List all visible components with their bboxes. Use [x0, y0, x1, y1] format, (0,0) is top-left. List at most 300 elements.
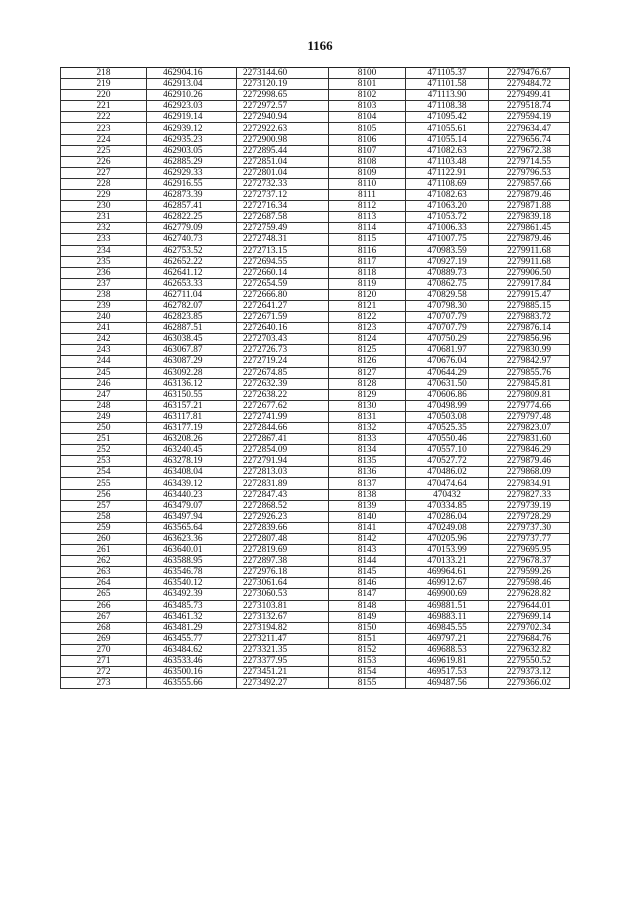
table-cell-point-number: 241: [61, 323, 147, 334]
table-cell-x-coordinate: 463640.01: [147, 545, 237, 556]
table-row: [61, 345, 570, 356]
table-cell-y-coordinate: 2279774.66: [489, 400, 570, 411]
table-row: [61, 478, 570, 489]
table-cell-point-number: 8155: [329, 678, 406, 689]
table-cell-x-coordinate: 470606.86: [406, 389, 489, 400]
table-cell-y-coordinate: 2273451.21: [237, 667, 329, 678]
table-cell-point-number: 8144: [329, 556, 406, 567]
table-cell-point-number: 236: [61, 267, 147, 278]
table-cell-y-coordinate: 2279628.82: [489, 589, 570, 600]
table-row: [61, 667, 570, 678]
table-cell-y-coordinate: 2272741.99: [237, 411, 329, 422]
table-cell-y-coordinate: 2279366.02: [489, 678, 570, 689]
table-cell-point-number: 219: [61, 79, 147, 90]
table-cell-x-coordinate: 462652.22: [147, 256, 237, 267]
table-cell-point-number: 8121: [329, 300, 406, 311]
table-cell-y-coordinate: 2279796.53: [489, 167, 570, 178]
table-row: [61, 567, 570, 578]
table-row: [61, 367, 570, 378]
table-cell-x-coordinate: 463117.81: [147, 411, 237, 422]
table-cell-x-coordinate: 463440.23: [147, 489, 237, 500]
table-cell-x-coordinate: 462904.16: [147, 68, 237, 79]
table-cell-point-number: 263: [61, 567, 147, 578]
table-cell-x-coordinate: 462653.33: [147, 278, 237, 289]
table-cell-x-coordinate: 462887.51: [147, 323, 237, 334]
table-cell-y-coordinate: 2272654.59: [237, 278, 329, 289]
table-row: [61, 223, 570, 234]
table-cell-point-number: 8116: [329, 245, 406, 256]
table-row: [61, 256, 570, 267]
table-cell-point-number: 8132: [329, 423, 406, 434]
table-cell-x-coordinate: 463278.19: [147, 456, 237, 467]
table-cell-y-coordinate: 2279550.52: [489, 655, 570, 666]
table-cell-y-coordinate: 2272748.31: [237, 234, 329, 245]
table-cell-y-coordinate: 2279594.19: [489, 112, 570, 123]
table-cell-point-number: 264: [61, 578, 147, 589]
table-cell-y-coordinate: 2272922.63: [237, 123, 329, 134]
table-cell-y-coordinate: 2272638.22: [237, 389, 329, 400]
table-row: [61, 456, 570, 467]
table-cell-y-coordinate: 2279879.46: [489, 456, 570, 467]
table-cell-x-coordinate: 469883.11: [406, 611, 489, 622]
table-cell-x-coordinate: 470153.99: [406, 545, 489, 556]
table-row: [61, 234, 570, 245]
table-cell-y-coordinate: 2279827.33: [489, 489, 570, 500]
table-cell-x-coordinate: 470498.99: [406, 400, 489, 411]
table-row: [61, 267, 570, 278]
table-row: [61, 68, 570, 79]
table-cell-y-coordinate: 2272813.03: [237, 467, 329, 478]
table-cell-y-coordinate: 2279879.46: [489, 190, 570, 201]
table-cell-y-coordinate: 2279868.09: [489, 467, 570, 478]
table-row: [61, 112, 570, 123]
table-cell-y-coordinate: 2273377.95: [237, 655, 329, 666]
table-cell-y-coordinate: 2279678.37: [489, 556, 570, 567]
table-row: [61, 633, 570, 644]
table-cell-point-number: 222: [61, 112, 147, 123]
table-cell-x-coordinate: 469797.21: [406, 633, 489, 644]
table-cell-point-number: 259: [61, 522, 147, 533]
table-cell-x-coordinate: 463177.19: [147, 423, 237, 434]
table-cell-point-number: 8102: [329, 90, 406, 101]
table-cell-x-coordinate: 471082.63: [406, 190, 489, 201]
table-cell-x-coordinate: 463087.29: [147, 356, 237, 367]
table-cell-y-coordinate: 2272791.94: [237, 456, 329, 467]
table-cell-point-number: 255: [61, 478, 147, 489]
table-row: [61, 178, 570, 189]
table-cell-y-coordinate: 2279885.15: [489, 300, 570, 311]
table-cell-y-coordinate: 2272844.66: [237, 423, 329, 434]
table-cell-point-number: 8117: [329, 256, 406, 267]
table-row: [61, 334, 570, 345]
table-cell-y-coordinate: 2272716.34: [237, 201, 329, 212]
table-cell-point-number: 8134: [329, 445, 406, 456]
table-cell-point-number: 8126: [329, 356, 406, 367]
table-cell-y-coordinate: 2279598.46: [489, 578, 570, 589]
table-row: [61, 556, 570, 567]
table-cell-point-number: 8110: [329, 178, 406, 189]
table-cell-y-coordinate: 2279737.30: [489, 522, 570, 533]
table-cell-x-coordinate: 470889.73: [406, 267, 489, 278]
table-cell-point-number: 8122: [329, 312, 406, 323]
table-cell-point-number: 8137: [329, 478, 406, 489]
table-cell-point-number: 8150: [329, 622, 406, 633]
table-cell-point-number: 252: [61, 445, 147, 456]
table-cell-y-coordinate: 2272666.80: [237, 289, 329, 300]
table-cell-y-coordinate: 2279879.46: [489, 234, 570, 245]
table-cell-x-coordinate: 462873.39: [147, 190, 237, 201]
table-cell-y-coordinate: 2279518.74: [489, 101, 570, 112]
table-cell-x-coordinate: 463092.28: [147, 367, 237, 378]
table-cell-x-coordinate: 462779.09: [147, 223, 237, 234]
table-cell-point-number: 242: [61, 334, 147, 345]
table-row: [61, 511, 570, 522]
table-cell-y-coordinate: 2279656.74: [489, 134, 570, 145]
table-cell-y-coordinate: 2279737.77: [489, 533, 570, 544]
table-cell-point-number: 251: [61, 434, 147, 445]
table-cell-x-coordinate: 470631.50: [406, 378, 489, 389]
table-cell-point-number: 8113: [329, 212, 406, 223]
table-cell-x-coordinate: 470432: [406, 489, 489, 500]
table-row: [61, 312, 570, 323]
table-cell-x-coordinate: 462782.07: [147, 300, 237, 311]
table-cell-point-number: 8145: [329, 567, 406, 578]
table-cell-x-coordinate: 471122.91: [406, 167, 489, 178]
table-cell-x-coordinate: 470644.29: [406, 367, 489, 378]
table-cell-y-coordinate: 2273061.64: [237, 578, 329, 589]
table-cell-point-number: 218: [61, 68, 147, 79]
table-cell-point-number: 265: [61, 589, 147, 600]
table-cell-x-coordinate: 470474.64: [406, 478, 489, 489]
table-cell-point-number: 228: [61, 178, 147, 189]
table-cell-point-number: 258: [61, 511, 147, 522]
table-cell-point-number: 8141: [329, 522, 406, 533]
table-cell-x-coordinate: 463067.87: [147, 345, 237, 356]
table-cell-x-coordinate: 462740.73: [147, 234, 237, 245]
table-row: [61, 533, 570, 544]
table-row: [61, 545, 570, 556]
table-cell-x-coordinate: 463533.46: [147, 655, 237, 666]
page-number: 1166: [307, 38, 333, 53]
table-cell-y-coordinate: 2272677.62: [237, 400, 329, 411]
table-cell-x-coordinate: 470550.46: [406, 434, 489, 445]
table-cell-x-coordinate: 470681.97: [406, 345, 489, 356]
table-cell-y-coordinate: 2272640.16: [237, 323, 329, 334]
table-cell-point-number: 8147: [329, 589, 406, 600]
table-cell-y-coordinate: 2279856.96: [489, 334, 570, 345]
table-row: [61, 600, 570, 611]
table-cell-point-number: 226: [61, 156, 147, 167]
table-cell-x-coordinate: 469964.61: [406, 567, 489, 578]
table-row: [61, 378, 570, 389]
table-cell-point-number: 8118: [329, 267, 406, 278]
table-row: [61, 522, 570, 533]
table-cell-y-coordinate: 2279634.47: [489, 123, 570, 134]
table-cell-point-number: 225: [61, 145, 147, 156]
table-cell-x-coordinate: 463565.64: [147, 522, 237, 533]
table-cell-y-coordinate: 2273060.53: [237, 589, 329, 600]
table-cell-x-coordinate: 470205.96: [406, 533, 489, 544]
table-cell-x-coordinate: 471108.38: [406, 101, 489, 112]
table-cell-point-number: 237: [61, 278, 147, 289]
table-cell-y-coordinate: 2279699.14: [489, 611, 570, 622]
table-cell-y-coordinate: 2273132.67: [237, 611, 329, 622]
table-cell-point-number: 8133: [329, 434, 406, 445]
table-cell-x-coordinate: 471082.63: [406, 145, 489, 156]
table-cell-point-number: 273: [61, 678, 147, 689]
table-cell-x-coordinate: 462822.25: [147, 212, 237, 223]
table-cell-point-number: 244: [61, 356, 147, 367]
table-cell-point-number: 8111: [329, 190, 406, 201]
table-cell-x-coordinate: 471095.42: [406, 112, 489, 123]
table-cell-y-coordinate: 2279917.84: [489, 278, 570, 289]
table-cell-x-coordinate: 463208.26: [147, 434, 237, 445]
table-cell-x-coordinate: 463479.07: [147, 500, 237, 511]
table-cell-y-coordinate: 2272632.39: [237, 378, 329, 389]
table-cell-point-number: 8106: [329, 134, 406, 145]
table-row: [61, 678, 570, 689]
table-cell-x-coordinate: 469487.56: [406, 678, 489, 689]
table-cell-y-coordinate: 2273211.47: [237, 633, 329, 644]
table-cell-y-coordinate: 2279911.68: [489, 245, 570, 256]
table-cell-point-number: 220: [61, 90, 147, 101]
table-cell-point-number: 221: [61, 101, 147, 112]
table-cell-y-coordinate: 2279846.29: [489, 445, 570, 456]
table-cell-x-coordinate: 470334.85: [406, 500, 489, 511]
table-cell-x-coordinate: 463623.36: [147, 533, 237, 544]
table-cell-x-coordinate: 462903.05: [147, 145, 237, 156]
table-cell-y-coordinate: 2272713.15: [237, 245, 329, 256]
table-cell-y-coordinate: 2273120.19: [237, 79, 329, 90]
table-cell-y-coordinate: 2272660.14: [237, 267, 329, 278]
table-cell-y-coordinate: 2272854.09: [237, 445, 329, 456]
table-row: [61, 400, 570, 411]
table-cell-x-coordinate: 469900.69: [406, 589, 489, 600]
table-cell-x-coordinate: 463461.32: [147, 611, 237, 622]
table-cell-point-number: 238: [61, 289, 147, 300]
table-cell-x-coordinate: 471055.14: [406, 134, 489, 145]
table-cell-y-coordinate: 2272831.89: [237, 478, 329, 489]
table-cell-y-coordinate: 2272801.04: [237, 167, 329, 178]
table-cell-point-number: 8129: [329, 389, 406, 400]
table-cell-y-coordinate: 2272851.04: [237, 156, 329, 167]
table-row: [61, 589, 570, 600]
table-cell-y-coordinate: 2279876.14: [489, 323, 570, 334]
table-cell-x-coordinate: 462929.33: [147, 167, 237, 178]
table-cell-x-coordinate: 462913.04: [147, 79, 237, 90]
table-cell-x-coordinate: 470676.04: [406, 356, 489, 367]
table-cell-y-coordinate: 2279830.99: [489, 345, 570, 356]
table-row: [61, 423, 570, 434]
table-cell-y-coordinate: 2272759.49: [237, 223, 329, 234]
table-cell-y-coordinate: 2279861.45: [489, 223, 570, 234]
table-cell-x-coordinate: 470862.75: [406, 278, 489, 289]
table-cell-x-coordinate: 471103.48: [406, 156, 489, 167]
table-cell-y-coordinate: 2273492.27: [237, 678, 329, 689]
table-cell-x-coordinate: 463481.29: [147, 622, 237, 633]
table-cell-point-number: 233: [61, 234, 147, 245]
table-cell-point-number: 270: [61, 644, 147, 655]
table-cell-x-coordinate: 463455.77: [147, 633, 237, 644]
table-cell-y-coordinate: 2279484.72: [489, 79, 570, 90]
table-cell-x-coordinate: 469881.51: [406, 600, 489, 611]
table-cell-point-number: 266: [61, 600, 147, 611]
table-cell-x-coordinate: 471105.37: [406, 68, 489, 79]
table-cell-x-coordinate: 463484.62: [147, 644, 237, 655]
table-cell-y-coordinate: 2272998.65: [237, 90, 329, 101]
table-cell-point-number: 249: [61, 411, 147, 422]
table-cell-y-coordinate: 2272732.33: [237, 178, 329, 189]
table-cell-point-number: 257: [61, 500, 147, 511]
table-cell-y-coordinate: 2272868.52: [237, 500, 329, 511]
table-cell-x-coordinate: 470527.72: [406, 456, 489, 467]
table-cell-y-coordinate: 2272719.24: [237, 356, 329, 367]
table-cell-y-coordinate: 2279834.91: [489, 478, 570, 489]
table-cell-x-coordinate: 471101.58: [406, 79, 489, 90]
table-cell-y-coordinate: 2272694.55: [237, 256, 329, 267]
table-cell-y-coordinate: 2279857.66: [489, 178, 570, 189]
table-cell-point-number: 8130: [329, 400, 406, 411]
table-cell-point-number: 8136: [329, 467, 406, 478]
table-row: [61, 655, 570, 666]
table-cell-point-number: 8138: [329, 489, 406, 500]
table-cell-point-number: 248: [61, 400, 147, 411]
table-cell-point-number: 224: [61, 134, 147, 145]
table-cell-x-coordinate: 463157.21: [147, 400, 237, 411]
table-cell-point-number: 8152: [329, 644, 406, 655]
table-cell-x-coordinate: 471007.75: [406, 234, 489, 245]
table-cell-y-coordinate: 2272839.66: [237, 522, 329, 533]
table-cell-x-coordinate: 463497.94: [147, 511, 237, 522]
table-cell-y-coordinate: 2279739.19: [489, 500, 570, 511]
table-cell-x-coordinate: 462857.41: [147, 201, 237, 212]
table-cell-point-number: 8154: [329, 667, 406, 678]
table-cell-x-coordinate: 471006.33: [406, 223, 489, 234]
table-cell-y-coordinate: 2279599.26: [489, 567, 570, 578]
table-cell-y-coordinate: 2272867.41: [237, 434, 329, 445]
table-cell-y-coordinate: 2273103.81: [237, 600, 329, 611]
table-cell-point-number: 8119: [329, 278, 406, 289]
table-row: [61, 500, 570, 511]
coordinates-table-body: [61, 68, 570, 689]
table-cell-point-number: 8128: [329, 378, 406, 389]
table-cell-y-coordinate: 2279632.82: [489, 644, 570, 655]
table-cell-y-coordinate: 2279871.88: [489, 201, 570, 212]
table-cell-point-number: 8151: [329, 633, 406, 644]
table-cell-x-coordinate: 463540.12: [147, 578, 237, 589]
table-cell-x-coordinate: 470503.08: [406, 411, 489, 422]
table-cell-x-coordinate: 471108.69: [406, 178, 489, 189]
table-cell-x-coordinate: 470557.10: [406, 445, 489, 456]
table-cell-x-coordinate: 471055.61: [406, 123, 489, 134]
table-cell-x-coordinate: 462753.52: [147, 245, 237, 256]
table-cell-point-number: 268: [61, 622, 147, 633]
table-cell-point-number: 261: [61, 545, 147, 556]
table-row: [61, 167, 570, 178]
table-cell-x-coordinate: 471063.20: [406, 201, 489, 212]
table-row: [61, 134, 570, 145]
table-cell-y-coordinate: 2279672.38: [489, 145, 570, 156]
table-cell-y-coordinate: 2279911.68: [489, 256, 570, 267]
table-cell-point-number: 8108: [329, 156, 406, 167]
table-row: [61, 578, 570, 589]
table-row: [61, 212, 570, 223]
table-cell-x-coordinate: 470525.35: [406, 423, 489, 434]
table-cell-point-number: 8123: [329, 323, 406, 334]
table-cell-y-coordinate: 2272726.73: [237, 345, 329, 356]
table-cell-x-coordinate: 463546.78: [147, 567, 237, 578]
table-cell-x-coordinate: 471053.72: [406, 212, 489, 223]
table-cell-x-coordinate: 470829.58: [406, 289, 489, 300]
table-cell-point-number: 8125: [329, 345, 406, 356]
table-cell-point-number: 8112: [329, 201, 406, 212]
table-cell-y-coordinate: 2279839.18: [489, 212, 570, 223]
table-cell-y-coordinate: 2272703.43: [237, 334, 329, 345]
table-cell-y-coordinate: 2279728.29: [489, 511, 570, 522]
table-cell-x-coordinate: 463500.16: [147, 667, 237, 678]
table-row: [61, 101, 570, 112]
table-cell-point-number: 8127: [329, 367, 406, 378]
table-cell-x-coordinate: 470707.79: [406, 323, 489, 334]
table-cell-point-number: 243: [61, 345, 147, 356]
table-cell-point-number: 8100: [329, 68, 406, 79]
table-cell-point-number: 245: [61, 367, 147, 378]
table-cell-point-number: 8146: [329, 578, 406, 589]
table-cell-x-coordinate: 470927.19: [406, 256, 489, 267]
table-cell-x-coordinate: 463439.12: [147, 478, 237, 489]
table-cell-y-coordinate: 2272671.59: [237, 312, 329, 323]
table-cell-x-coordinate: 470133.21: [406, 556, 489, 567]
table-cell-y-coordinate: 2273144.60: [237, 68, 329, 79]
table-row: [61, 201, 570, 212]
table-cell-y-coordinate: 2279644.01: [489, 600, 570, 611]
table-cell-point-number: 8149: [329, 611, 406, 622]
table-cell-point-number: 8131: [329, 411, 406, 422]
table-cell-point-number: 223: [61, 123, 147, 134]
table-cell-point-number: 8135: [329, 456, 406, 467]
table-cell-point-number: 8142: [329, 533, 406, 544]
table-cell-x-coordinate: 463408.04: [147, 467, 237, 478]
table-cell-y-coordinate: 2279855.76: [489, 367, 570, 378]
table-cell-y-coordinate: 2272847.43: [237, 489, 329, 500]
table-cell-y-coordinate: 2272674.85: [237, 367, 329, 378]
table-cell-x-coordinate: 462923.03: [147, 101, 237, 112]
table-cell-y-coordinate: 2272972.57: [237, 101, 329, 112]
table-cell-x-coordinate: 470707.79: [406, 312, 489, 323]
table-cell-x-coordinate: 470249.08: [406, 522, 489, 533]
table-cell-point-number: 272: [61, 667, 147, 678]
table-cell-x-coordinate: 471113.90: [406, 90, 489, 101]
table-cell-point-number: 8101: [329, 79, 406, 90]
table-cell-y-coordinate: 2279842.97: [489, 356, 570, 367]
table-cell-point-number: 239: [61, 300, 147, 311]
table-cell-x-coordinate: 463485.73: [147, 600, 237, 611]
table-cell-y-coordinate: 2279476.67: [489, 68, 570, 79]
table-cell-x-coordinate: 470750.29: [406, 334, 489, 345]
table-cell-x-coordinate: 463492.39: [147, 589, 237, 600]
table-row: [61, 90, 570, 101]
table-cell-y-coordinate: 2273194.82: [237, 622, 329, 633]
table-cell-point-number: 8120: [329, 289, 406, 300]
table-cell-point-number: 8105: [329, 123, 406, 134]
table-cell-x-coordinate: 470798.30: [406, 300, 489, 311]
table-cell-x-coordinate: 462916.55: [147, 178, 237, 189]
table-cell-point-number: 229: [61, 190, 147, 201]
table-cell-y-coordinate: 2272687.58: [237, 212, 329, 223]
table-cell-x-coordinate: 470486.02: [406, 467, 489, 478]
table-cell-point-number: 235: [61, 256, 147, 267]
table-cell-y-coordinate: 2279499.41: [489, 90, 570, 101]
